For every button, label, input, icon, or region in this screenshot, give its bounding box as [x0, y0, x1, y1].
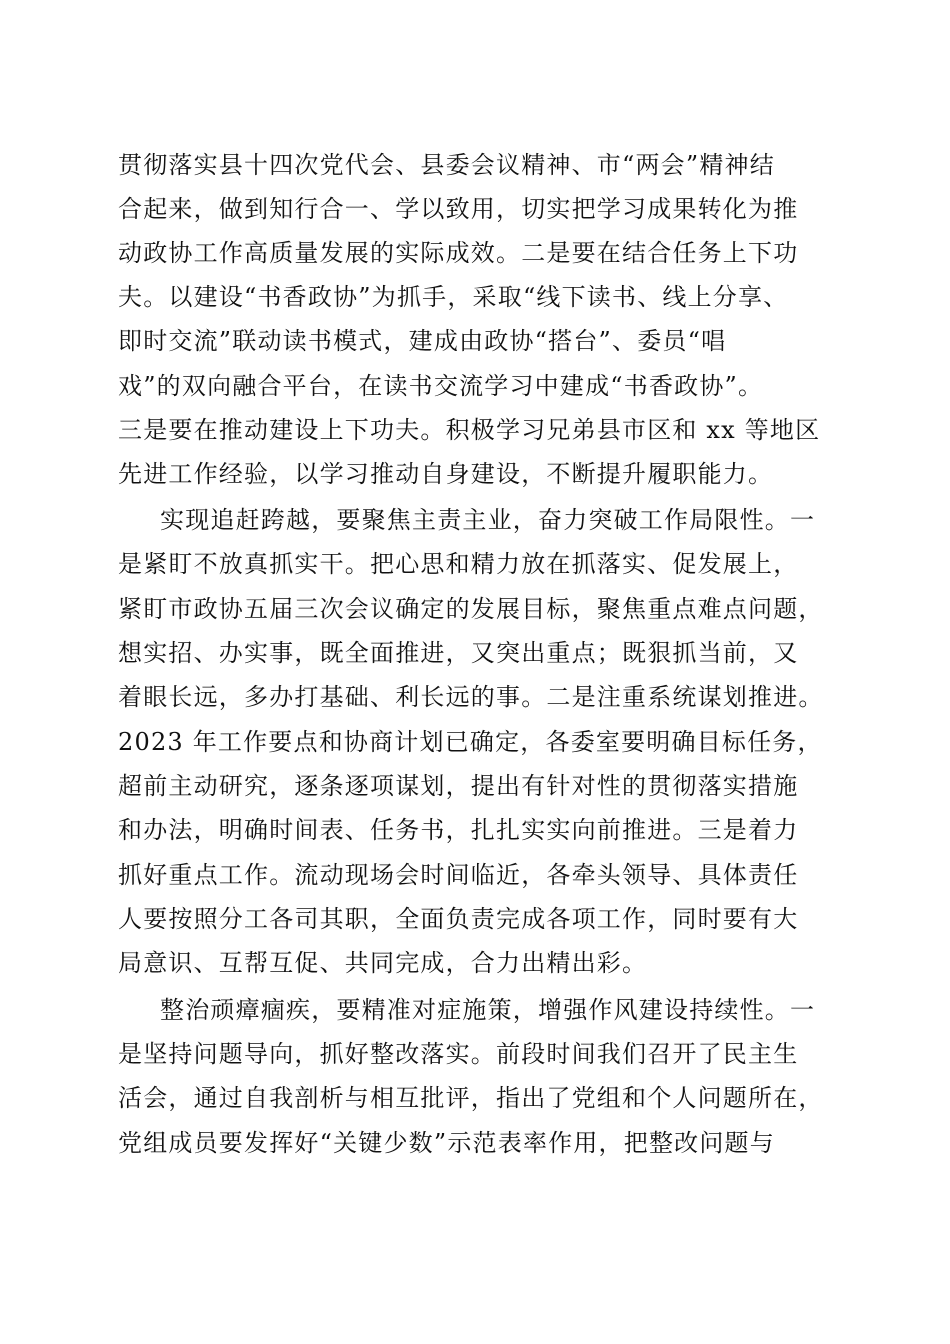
text-line: 紧盯市政协五届三次会议确定的发展目标，聚焦重点难点问题， [118, 595, 824, 623]
text-line: 戏”的双向融合平台，在读书交流学习中建成“书香政协”。 [118, 372, 764, 400]
text-line: 局意识、互帮互促、共同完成，合力出精出彩。 [118, 949, 648, 977]
text-line: 超前主动研究，逐条逐项谋划，提出有针对性的贯彻落实措施 [118, 772, 799, 800]
text-line: 人要按照分工各司其职，全面负责完成各项工作，同时要有大 [118, 905, 799, 933]
text-line: 抓好重点工作。流动现场会时间临近，各牵头领导、具体责任 [118, 861, 799, 889]
text-line: 2023 年工作要点和协商计划已确定，各委室要明确目标任务， [118, 728, 823, 756]
text-line: 党组成员要发挥好“关键少数”示范表率作用，把整改问题与 [118, 1129, 775, 1157]
text-line: 贯彻落实县十四次党代会、县委会议精神、市“两会”精神结 [118, 151, 775, 179]
paragraph-first-line: 实现追赶跨越，要聚焦主责主业，奋力突破工作局限性。一 [160, 506, 816, 534]
text-line: 活会，通过自我剖析与相互批评，指出了党组和个人问题所在， [118, 1084, 824, 1112]
text-line: 动政协工作高质量发展的实际成效。二是要在结合任务上下功 [118, 239, 799, 267]
text-line: 即时交流”联动读书模式，建成由政协“搭台”、委员“唱 [118, 327, 727, 355]
text-line: 夫。以建设“书香政协”为抓手，采取“线下读书、线上分享、 [118, 283, 789, 311]
text-line: 三是要在推动建设上下功夫。积极学习兄弟县市区和 xx 等地区 [118, 416, 821, 444]
text-line: 是紧盯不放真抓实干。把心思和精力放在抓落实、促发展上， [118, 550, 799, 578]
text-line: 先进工作经验，以学习推动自身建设，不断提升履职能力。 [118, 460, 774, 488]
text-line: 是坚持问题导向，抓好整改落实。前段时间我们召开了民主生 [118, 1040, 799, 1068]
text-line: 合起来，做到知行合一、学以致用，切实把学习成果转化为推 [118, 195, 799, 223]
text-line: 想实招、办实事，既全面推进，又突出重点；既狠抓当前，又 [118, 639, 799, 667]
text-line: 和办法，明确时间表、任务书，扎扎实实向前推进。三是着力 [118, 816, 799, 844]
text-line: 着眼长远，多办打基础、利长远的事。二是注重系统谋划推进。 [118, 683, 824, 711]
paragraph-first-line: 整治顽瘴痼疾，要精准对症施策，增强作风建设持续性。一 [160, 996, 816, 1024]
